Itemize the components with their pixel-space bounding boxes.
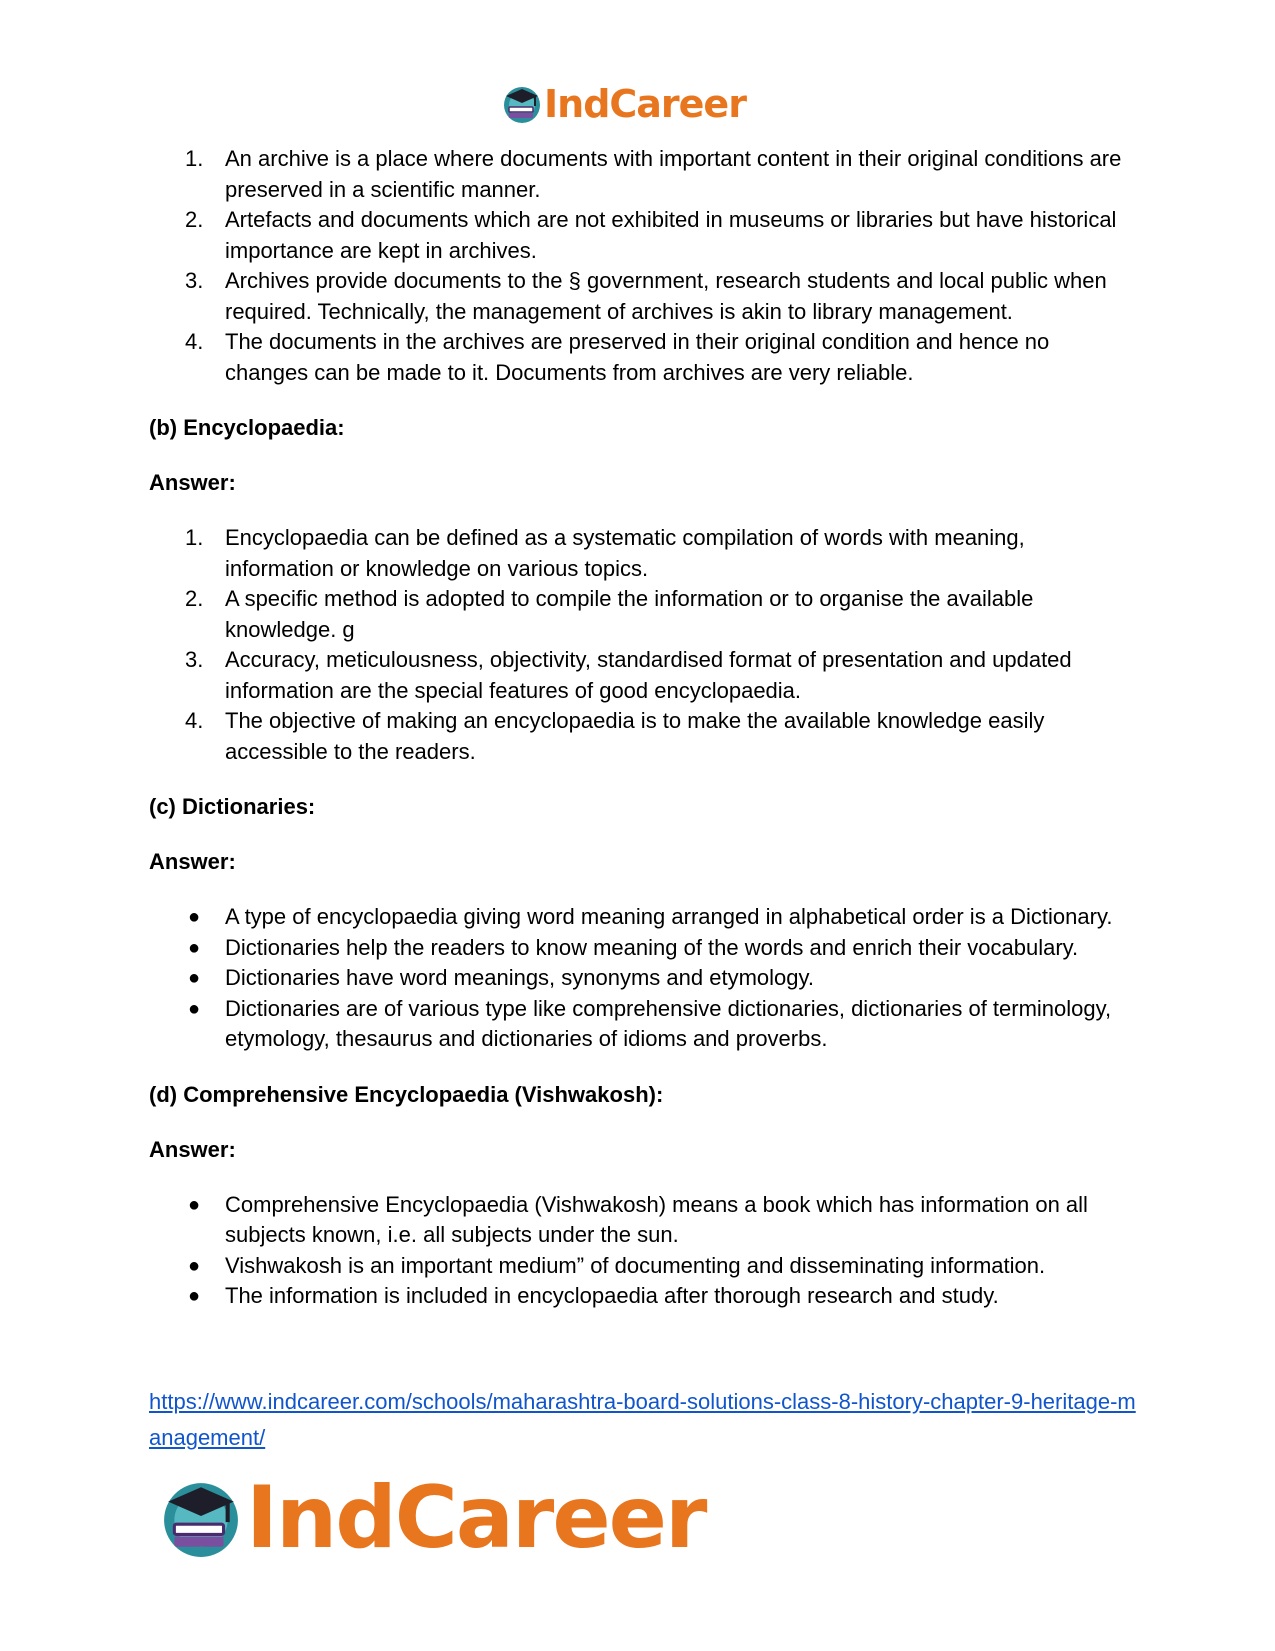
list-item	[149, 584, 1129, 645]
list-item	[149, 933, 1129, 964]
list-item-text: Archives provide documents to the § government, research students and local public when required. Technically, the management of archives is akin to library management.	[225, 268, 1107, 324]
list-item	[149, 994, 1129, 1055]
archives-list	[149, 144, 1129, 388]
answer-label: Answer:	[149, 1136, 236, 1162]
list-item-text: A type of encyclopaedia giving word meaning arranged in alphabetical order is a Dictionary.	[225, 904, 1113, 929]
list-item-text: Comprehensive Encyclopaedia (Vishwakosh) means a book which has information on all subjects known, i.e. all subjects under the sun.	[225, 1191, 1088, 1247]
list-item-text: A specific method is adopted to compile the information or to organise the available knowledge. g	[225, 586, 1034, 642]
list-number: 3.	[185, 647, 204, 672]
list-item-text: The documents in the archives are preserved in their original condition and hence no changes can be made to it. Documents from archives are very reliable.	[225, 329, 1050, 385]
list-number: 1.	[185, 525, 204, 550]
list-number: 3.	[185, 268, 204, 293]
list-number: 2.	[185, 207, 204, 232]
list-item	[149, 1251, 1129, 1282]
list-number: 4.	[185, 329, 204, 354]
brand-name: IndCareer	[246, 1468, 706, 1568]
list-item-text: Artefacts and documents which are not exhibited in museums or libraries but have historical importance are kept in archives.	[225, 207, 1117, 263]
list-item	[149, 902, 1129, 933]
bullet-icon: ●	[188, 997, 201, 1020]
graduation-cap-book-icon	[502, 84, 542, 124]
section-heading-encyclopaedia: (b) Encyclopaedia:	[149, 415, 345, 440]
answer-label: Answer:	[149, 849, 236, 874]
list-item	[149, 1190, 1129, 1251]
section-heading-vishwakosh: (d) Comprehensive Encyclopaedia (Vishwakosh):	[149, 1081, 664, 1107]
list-item-text: An archive is a place where documents with important content in their original conditions are preserved in a scientific manner.	[225, 146, 1122, 202]
bullet-icon: ●	[188, 1254, 201, 1277]
list-item	[149, 645, 1129, 706]
list-number: 2.	[185, 586, 204, 611]
graduation-cap-book-icon	[160, 1477, 242, 1559]
vishwakosh-list	[149, 1190, 1129, 1312]
section-heading-dictionaries: (c) Dictionaries:	[149, 794, 316, 819]
list-number: 1.	[185, 146, 204, 171]
header-logo	[502, 80, 746, 128]
encyclopaedia-list	[149, 523, 1129, 767]
list-item-text: Dictionaries help the readers to know meaning of the words and enrich their vocabulary.	[225, 934, 1079, 960]
brand-name: IndCareer	[544, 82, 746, 126]
list-item-text: The objective of making an encyclopaedia is to make the available knowledge easily accessible to the readers.	[225, 708, 1045, 764]
list-item	[149, 327, 1129, 388]
list-item-text: Dictionaries are of various type like comprehensive dictionaries, dictionaries of terminology, etymology, thesaurus and dictionaries of idioms and proverbs.	[225, 995, 1112, 1051]
list-item-text: Dictionaries have word meanings, synonyms and etymology.	[225, 965, 814, 990]
bullet-icon: ●	[188, 906, 201, 928]
list-item	[149, 144, 1129, 205]
bullet-icon: ●	[188, 967, 201, 989]
list-item-text: Encyclopaedia can be defined as a systematic compilation of words with meaning, information or knowledge on various topics.	[225, 525, 1025, 581]
list-item-text: Accuracy, meticulousness, objectivity, standardised format of presentation and updated information are the special features of good encyclopaedia.	[225, 647, 1072, 703]
list-item	[149, 963, 1129, 994]
list-item	[149, 266, 1129, 327]
list-item-text: Vishwakosh is an important medium” of documenting and disseminating information.	[225, 1252, 1046, 1278]
footer-logo	[160, 1468, 705, 1568]
bullet-icon: ●	[188, 1285, 201, 1307]
list-item	[149, 1281, 1129, 1312]
list-item	[149, 706, 1129, 767]
list-number: 4.	[185, 708, 204, 733]
list-item-text: The information is included in encyclopaedia after thorough research and study.	[225, 1283, 999, 1308]
list-item	[149, 523, 1129, 584]
list-item	[149, 205, 1129, 266]
main-content	[149, 144, 1129, 1312]
dictionaries-list	[149, 902, 1129, 1055]
source-link[interactable]: https://www.indcareer.com/schools/maharashtra-board-solutions-class-8-history-chapter-9-heritage-management/	[149, 1389, 1136, 1450]
answer-label: Answer:	[149, 470, 236, 495]
bullet-icon: ●	[188, 1193, 201, 1216]
bullet-icon: ●	[188, 936, 201, 959]
